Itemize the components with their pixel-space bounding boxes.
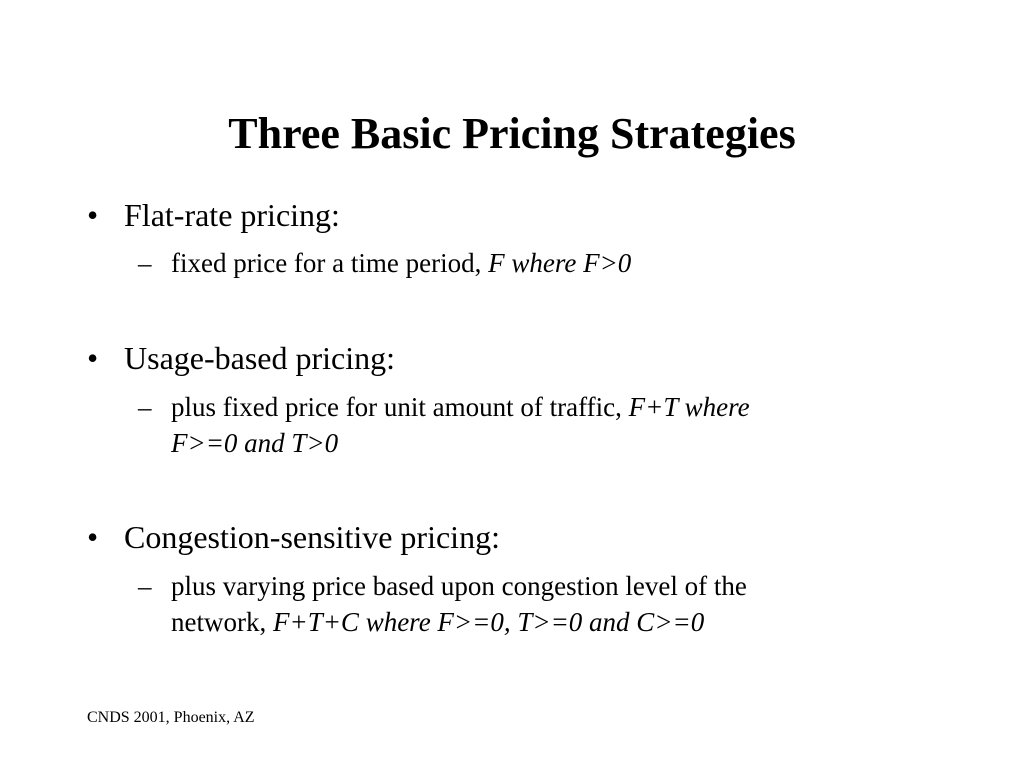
bullet-dot: •: [87, 340, 99, 376]
sub-bullet-congestion-sensitive-cont: [171, 604, 704, 640]
sub-bullet-text: fixed price for a time period,: [171, 248, 489, 278]
sub-bullet-dash: –: [138, 571, 152, 601]
bullet-dot: •: [87, 197, 99, 233]
sub-bullet-formula: F+T+C where F>=0, T>=0 and C>=0: [272, 607, 705, 637]
sub-bullet-text: plus varying price based upon congestion level of the: [171, 571, 747, 601]
sub-bullet-flat-rate: [138, 245, 632, 281]
sub-bullet-formula: F+T where: [628, 392, 750, 422]
bullet-congestion-sensitive: [87, 517, 500, 557]
bullet-dot: •: [87, 519, 99, 555]
bullet-heading: Usage-based pricing:: [124, 340, 396, 376]
sub-bullet-dash: –: [138, 248, 152, 278]
slide-footer: CNDS 2001, Phoenix, AZ: [87, 709, 255, 726]
sub-bullet-text: plus fixed price for unit amount of traffic,: [171, 392, 629, 422]
slide-title: Three Basic Pricing Strategies: [228, 109, 796, 158]
sub-bullet-dash: –: [138, 392, 152, 422]
bullet-heading: Congestion-sensitive pricing:: [124, 519, 500, 555]
sub-bullet-usage-based-cont: [171, 425, 338, 461]
sub-bullet-text: network,: [171, 607, 273, 637]
sub-bullet-formula: F where F>0: [488, 248, 632, 278]
sub-bullet-congestion-sensitive: [138, 568, 747, 604]
bullet-usage-based: [87, 338, 396, 378]
bullet-heading: Flat-rate pricing:: [124, 197, 340, 233]
bullet-flat-rate: [87, 195, 340, 235]
sub-bullet-formula: F>=0 and T>0: [171, 428, 339, 458]
sub-bullet-usage-based: [138, 389, 750, 425]
